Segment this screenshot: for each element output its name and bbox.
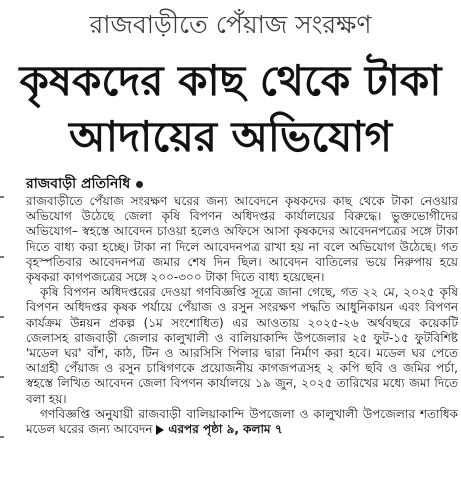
- headline-line-1: কৃষকদের কাছ থেকে টাকা: [19, 56, 442, 105]
- cropped-column-mark: [0, 436, 4, 438]
- body-paragraph-3-text: গণবিজ্ঞপ্তি অনুযায়ী রাজবাড়ী বালিয়াকান্দি উপজেলা ও কালুখালী উপজেলার শতাধিক মডেল ঘরের জন্য আবেদন: [26, 406, 458, 437]
- byline: [26, 174, 143, 194]
- article-body: [26, 194, 458, 437]
- body-paragraph-1: রাজবাড়ীতে পেঁয়াজ সংরক্ষণ ঘরের জন্য আবেদনে কৃষকদের কাছ থেকে টাকা নেওয়ার অভিযোগ উঠেছে জেলা কৃষি বিপণন অধিদপ্তর কার্যালয়ের বিরুদ্ধে। ভুক্তভোগীদের অভিযোগ– স্বহস্তে আবেদন চাওয়া হলেও অফিসে আসা কৃষকদের আবেদনপত্রের সঙ্গে টাকা দিতে বাধ্য করা হচ্ছে। টাকা না দিলে আবেদনপত্র রাখা হয় না বলে অভিযোগ উঠেছে। গত বৃহস্পতিবার আবেদনপত্র জমার শেষ দিন ছিল। আবেদন বাতিলের ভয়ে নিরুপায় হয়ে কৃষকরা কাগপজত্রের সঙ্গে ২০০-৩০০ টাকা দিতে বাধ্য হয়েছেন।: [26, 194, 458, 285]
- cropped-column-mark: [0, 256, 4, 258]
- continuation-note: [156, 422, 282, 436]
- bullet-icon: [136, 181, 143, 188]
- headline-line-2: আদায়ের অভিযোগ: [68, 112, 393, 161]
- body-paragraph-3: [26, 407, 458, 437]
- article-kicker: রাজবাড়ীতে পেঁয়াজ সংরক্ষণ: [89, 10, 372, 39]
- cropped-column-mark: [0, 376, 4, 378]
- continuation-text: এরপর পৃষ্ঠা ৯, কলাম ৭: [168, 422, 283, 437]
- cropped-column-mark: [0, 316, 4, 318]
- byline-text: রাজবাড়ী প্রতিনিধি: [26, 176, 131, 192]
- cropped-column-mark: [0, 196, 4, 198]
- cropped-adjacent-column: [0, 196, 6, 496]
- triangle-right-icon: [156, 425, 164, 435]
- body-paragraph-2: কৃষি বিপণন অধিদপ্তরের দেওয়া গণবিজ্ঞপ্তি সূত্রে জানা গেছে, গত ২২ মে, ২০২৫ কৃষি বিপণন অধিদপ্তর কৃষক পর্যায়ে পেঁয়াজ ও রসুন সংরক্ষণ পদ্ধতি আধুনিকায়ন এবং বিপণন কার্যক্রম উন্নয়ন প্রকল্প (১ম সংশোধিত) এর আওতায় ২০২৫-২৬ অর্থবছরে কয়েকটি জেলাসহ রাজবাড়ী জেলার কালুখালী ও বালিয়াকান্দি উপজেলার ২৫ ফুট-১৫ ফুটবিশিষ্ট 'মডেল ঘর' বাঁশ, কাঠ, টিন ও আরসিসি পিলার দ্বারা নির্মাণ করা হবে। মডেল ঘর পেতে আগ্রহী পেঁয়াজ ও রসুন চাষিগণকে প্রয়োজনীয় কাগজপত্রসহ ২ কপি ছবি ও জমির পর্চা, স্বহস্তে লিখিত আবেদন জেলা বিপণন কার্যালয়ে ১৯ জুন, ২০২৫ তারিখের মধ্যে জমা দিতে বলা হয়।: [26, 285, 458, 406]
